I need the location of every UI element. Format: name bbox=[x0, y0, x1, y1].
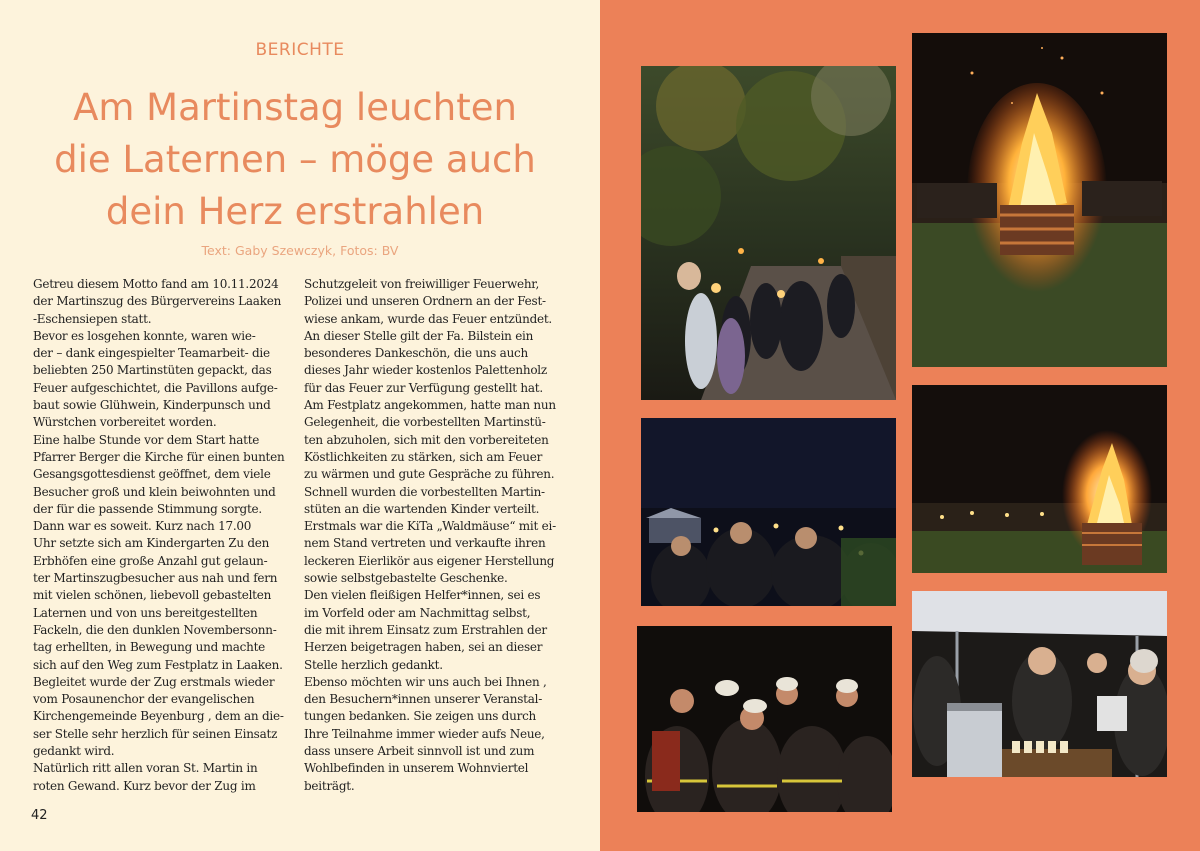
text-line: dieses Jahr wieder kostenlos Palettenholz bbox=[304, 363, 547, 378]
text-line: tungen bedanken. Sie zeigen uns durch bbox=[304, 709, 537, 724]
text-line: Herzen beigetragen haben, sei an dieser bbox=[304, 640, 543, 655]
text-line: Am Festplatz angekommen, hatte man nun bbox=[304, 398, 556, 413]
text-line: gedankt wird. bbox=[33, 744, 115, 759]
text-line: für das Feuer zur Verfügung gestellt hat. bbox=[304, 380, 543, 395]
text-line: roten Gewand. Kurz bevor der Zug im bbox=[33, 778, 256, 793]
text-line: sowie selbstgebastelte Geschenke. bbox=[304, 571, 508, 586]
title-line: dein Herz erstrahlen bbox=[105, 190, 485, 233]
text-line: stüten an die wartenden Kinder verteilt. bbox=[304, 501, 540, 516]
photo-firefighters bbox=[637, 626, 892, 812]
photo-bonfire-1 bbox=[912, 33, 1167, 367]
text-line: Eine halbe Stunde vor dem Start hatte bbox=[33, 432, 260, 447]
text-line: -Eschensiepen statt. bbox=[33, 311, 152, 326]
text-line: Polizei und unseren Ordnern an der Fest- bbox=[304, 294, 546, 309]
text-line: Schnell wurden die vorbestellten Martin- bbox=[304, 484, 545, 499]
text-line: Schutzgeleit von freiwilliger Feuerwehr, bbox=[304, 277, 540, 291]
text-line: Dann war es soweit. Kurz nach 17.00 bbox=[33, 519, 252, 534]
text-line: tag erhellten, in Bewegung und machte bbox=[33, 640, 266, 655]
text-line: Wohlbefinden in unserem Wohnviertel bbox=[304, 761, 529, 776]
text-line: beiträgt. bbox=[304, 778, 355, 793]
text-line: Besucher groß und klein beiwohnten und bbox=[33, 484, 276, 499]
text-line: Natürlich ritt allen voran St. Martin in bbox=[33, 761, 258, 776]
title-line: die Laternen – möge auch bbox=[54, 138, 536, 181]
text-line: Erbhöfen eine große Anzahl gut gelaun- bbox=[33, 553, 268, 568]
title-line: Am Martinstag leuchten bbox=[73, 86, 517, 129]
page-number: 42 bbox=[31, 808, 48, 823]
text-line: zu wärmen und gute Gespräche zu führen. bbox=[304, 467, 555, 482]
text-line: Stelle herzlich gedankt. bbox=[304, 657, 443, 672]
text-line: Ihre Teilnahme immer wieder aufs Neue, bbox=[304, 726, 545, 741]
text-line: Köstlichkeiten zu stärken, sich am Feuer bbox=[304, 449, 543, 464]
text-line: der – dank eingespielter Teamarbeit- die bbox=[33, 346, 270, 361]
text-line: den Besuchern*innen unserer Veranstal- bbox=[304, 692, 543, 707]
text-line: dass unsere Arbeit sinnvoll ist und zum bbox=[304, 744, 535, 759]
text-line: im Vorfeld oder am Nachmittag selbst, bbox=[304, 605, 531, 620]
text-line: Kirchengemeinde Beyenburg , dem an die- bbox=[33, 709, 284, 724]
text-line: beliebten 250 Martinstüten gepackt, das bbox=[33, 363, 272, 378]
text-line: besonderes Dankeschön, die uns auch bbox=[304, 346, 529, 361]
text-line: ter Martinszugbesucher aus nah und fern bbox=[33, 571, 278, 586]
text-line: Pfarrer Berger die Kirche für einen bunten bbox=[33, 449, 285, 464]
text-line: Ebenso möchten wir uns auch bei Ihnen , bbox=[304, 674, 547, 689]
text-line: sich auf den Weg zum Festplatz in Laaken. bbox=[33, 657, 283, 672]
photo-procession-path bbox=[641, 66, 896, 400]
section-label: BERICHTE bbox=[255, 40, 345, 60]
text-line: vom Posaunenchor der evangelischen bbox=[33, 692, 255, 707]
text-line: baut sowie Glühwein, Kinderpunsch und bbox=[33, 398, 271, 413]
text-line: Den vielen fleißigen Helfer*innen, sei es bbox=[304, 588, 541, 603]
text-line: der für die passende Stimmung sorgte. bbox=[33, 501, 262, 516]
photo-refreshment-stand bbox=[912, 591, 1167, 777]
article-column-2 bbox=[304, 276, 569, 795]
text-line: nem Stand vertreten und verkaufte ihren bbox=[304, 536, 546, 551]
byline: Text: Gaby Szewczyk, Fotos: BV bbox=[201, 243, 399, 258]
text-line: Gesangsgottesdienst geöffnet, dem viele bbox=[33, 467, 271, 482]
photo-crowd-night bbox=[641, 418, 896, 606]
text-line: Bevor es losgehen konnte, waren wie- bbox=[33, 328, 256, 343]
text-line: Getreu diesem Motto fand am 10.11.2024 bbox=[33, 277, 279, 291]
text-line: Uhr setzte sich am Kindergarten Zu den bbox=[33, 536, 270, 551]
text-line: Würstchen vorbereitet worden. bbox=[33, 415, 217, 430]
text-line: mit vielen schönen, liebevoll gebastelten bbox=[33, 588, 272, 603]
text-line: Feuer aufgeschichtet, die Pavillons aufge- bbox=[33, 380, 278, 395]
right-page bbox=[600, 0, 1200, 851]
text-line: ten abzuholen, sich mit den vorbereiteten bbox=[304, 432, 549, 447]
text-line: Erstmals war die KiTa „Waldmäuse“ mit ei- bbox=[304, 519, 556, 534]
photo-bonfire-2 bbox=[912, 385, 1167, 573]
text-line: der Martinszug des Bürgervereins Laaken bbox=[33, 294, 282, 309]
text-line: wiese ankam, wurde das Feuer entzündet. bbox=[304, 311, 552, 326]
text-line: Fackeln, die den dunklen Novembersonn- bbox=[33, 622, 277, 637]
text-line: An dieser Stelle gilt der Fa. Bilstein ein bbox=[304, 328, 534, 343]
text-line: leckeren Eierlikör aus eigener Herstellung bbox=[304, 553, 555, 568]
article-title bbox=[0, 82, 590, 238]
text-line: Begleitet wurde der Zug erstmals wieder bbox=[33, 674, 275, 689]
text-line: Laternen und von uns bereitgestellten bbox=[33, 605, 258, 620]
article-column-1 bbox=[33, 276, 293, 795]
text-line: Gelegenheit, die vorbestellten Martinstü- bbox=[304, 415, 546, 430]
text-line: ser Stelle sehr herzlich für seinen Einsatz bbox=[33, 726, 278, 741]
text-line: die mit ihrem Einsatz zum Erstrahlen der bbox=[304, 622, 547, 637]
